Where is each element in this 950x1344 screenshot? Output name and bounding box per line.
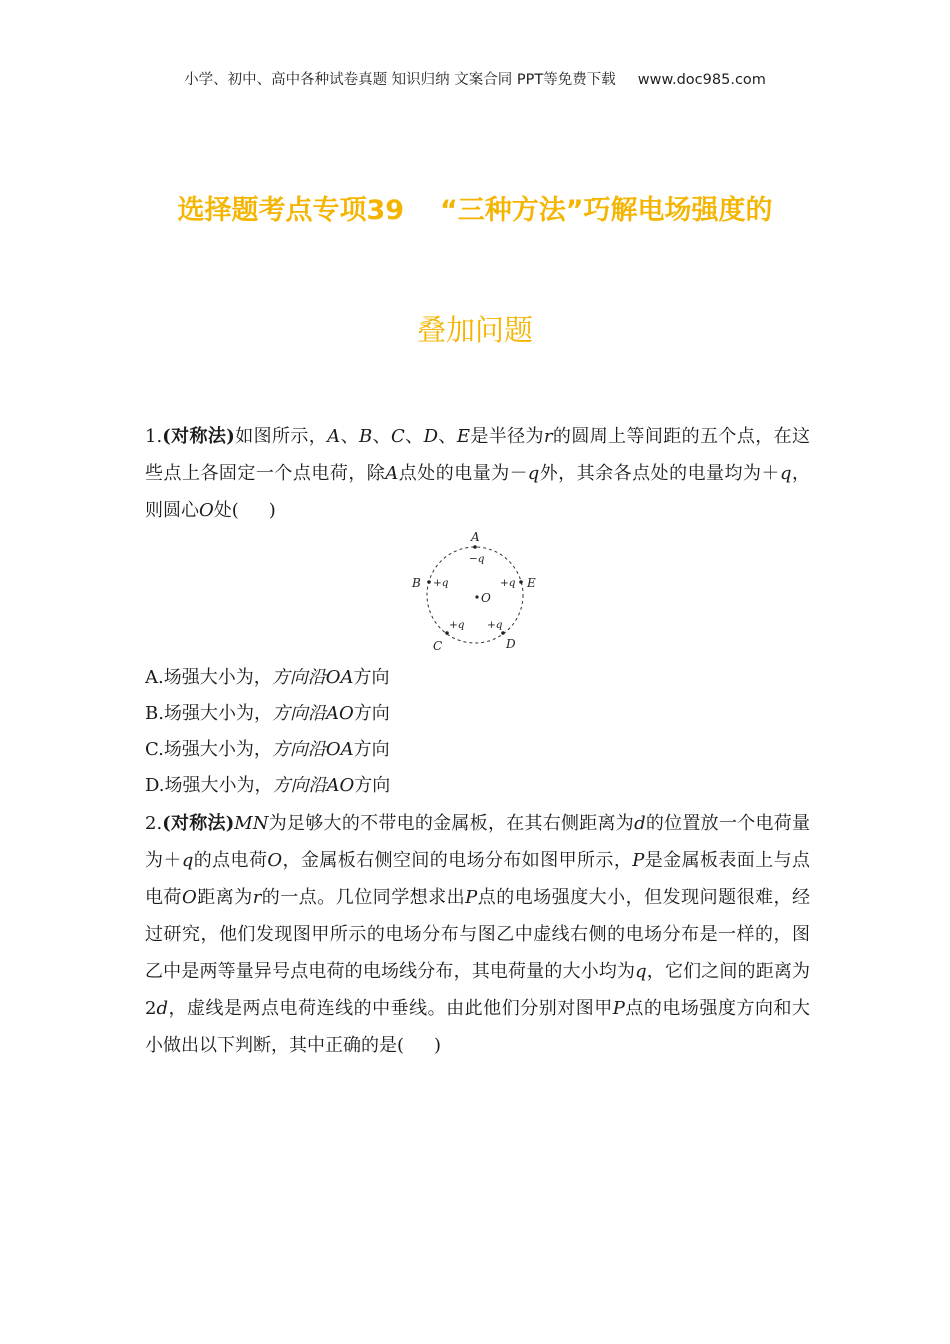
option-letter: D. (145, 775, 165, 796)
option-vector: OA (325, 739, 354, 760)
label-a: A (471, 530, 480, 544)
q1-var: A (385, 463, 399, 484)
q2-text: 的位置放一个电荷量为＋ (145, 813, 811, 871)
q1-var: E (456, 426, 470, 447)
option-end: 方向 (353, 703, 390, 724)
q2-var: r (252, 887, 262, 908)
q2-var: q (635, 961, 647, 982)
point-c-dot (445, 631, 449, 635)
option-b[interactable] (145, 696, 390, 732)
q1-var: q (527, 463, 540, 484)
q2-var: O (267, 850, 283, 871)
option-end: 方向 (354, 775, 391, 796)
q2-text: ) (434, 1035, 442, 1056)
point-d-dot (501, 631, 505, 635)
circle-diagram (405, 525, 555, 655)
option-vector: AO (326, 775, 355, 796)
label-b: B (412, 576, 421, 590)
option-vector: OA (325, 667, 354, 688)
charge-b: +q (433, 577, 449, 589)
label-o: O (481, 591, 491, 605)
option-end: 方向 (353, 739, 390, 760)
option-text: 场强大小为， (163, 703, 272, 724)
q1-text: 是半径为 (469, 426, 544, 447)
option-text: 场强大小为， (163, 667, 272, 688)
option-direction: 方向沿 (272, 775, 327, 796)
q2-text: ，虚线是两点电荷连线的中垂线。由此他们分别对图甲 (167, 998, 613, 1019)
point-a-dot (473, 545, 477, 549)
charge-d: +q (487, 619, 503, 631)
page-header (0, 68, 950, 89)
q2-var: MN (234, 813, 269, 834)
q1-var: A (327, 426, 341, 447)
q2-text: 的一点。几位同学想求出 (261, 887, 466, 908)
q1-text: ) (268, 500, 276, 521)
page-title-line1 (0, 188, 950, 227)
label-d: D (506, 637, 516, 651)
q2-var: P (465, 887, 478, 908)
option-direction: 方向沿 (271, 667, 326, 688)
header-text: 小学、初中、高中各种试卷真题 知识归纳 文案合同 PPT等免费下载 (184, 72, 616, 88)
q1-sep: 、 (438, 426, 457, 447)
question-2 (145, 805, 810, 1064)
q1-var: O (199, 500, 214, 521)
q2-tag: (对称法) (162, 813, 235, 834)
q2-var: q (181, 850, 194, 871)
q2-text: 点的电场强度大小，但发现问题很难，经过研究，他们发现图甲所示的电场分布与图乙中虚线右侧的电场分布是一样的，图乙中是两等量异号点电荷的电场线分布，其电荷量的大小均为 (145, 887, 811, 982)
q2-text: ，它们之间的距离为2 (145, 961, 811, 1019)
charge-e: +q (500, 577, 516, 589)
q2-var: O (181, 887, 197, 908)
q2-text: 的点电荷 (193, 850, 268, 871)
option-letter: A. (145, 667, 164, 688)
q2-var: P (612, 998, 625, 1019)
q1-text: 如图所示， (234, 426, 328, 447)
title-part-b: “三种方法”巧解电场强度的 (440, 195, 773, 226)
option-d[interactable] (145, 768, 390, 804)
label-e: E (527, 576, 536, 590)
q1-options (145, 660, 390, 804)
q1-text: 点处的电量为－ (398, 463, 528, 484)
option-letter: C. (145, 739, 164, 760)
charge-c: +q (449, 619, 465, 631)
label-c: C (433, 639, 443, 653)
q1-var: r (543, 426, 553, 447)
q2-text: 为足够大的不带电的金属板，在其右侧距离为 (268, 813, 635, 834)
q1-text: ，则圆心 (145, 463, 811, 521)
option-text: 场强大小为， (164, 775, 273, 796)
option-a[interactable] (145, 660, 390, 696)
option-vector: AO (325, 703, 354, 724)
q2-var: d (634, 813, 646, 834)
q2-var: P (632, 850, 645, 871)
q2-text: 点的电场强度方向和大小做出以下判断，其中正确的是( (145, 998, 811, 1056)
q1-figure-charges-circle (405, 525, 555, 655)
q1-sep: 、 (404, 426, 424, 447)
q1-var: D (423, 426, 439, 447)
q2-number: 2. (145, 813, 163, 834)
option-end: 方向 (353, 667, 390, 688)
q1-text: 处( (213, 500, 239, 521)
q1-var: q (780, 463, 792, 484)
q1-text: 外，其余各点处的电量均为＋ (539, 463, 780, 484)
q1-sep: 、 (372, 426, 391, 447)
question-1 (145, 418, 810, 529)
q1-var: B (358, 426, 373, 447)
title-part-a: 选择题考点专项39 (177, 195, 405, 226)
q1-number: 1. (145, 426, 163, 447)
header-site: www.doc985.com (637, 72, 766, 88)
q2-text: 距离为 (196, 887, 253, 908)
charge-a: −q (469, 553, 485, 565)
option-direction: 方向沿 (271, 739, 326, 760)
option-direction: 方向沿 (271, 703, 326, 724)
q1-tag: (对称法) (162, 426, 235, 447)
option-text: 场强大小为， (163, 739, 272, 760)
q2-text: 是金属板表面上与点电荷 (145, 850, 811, 908)
point-e-dot (519, 580, 523, 584)
q2-text: ，金属板右侧空间的电场分布如图甲所示， (282, 850, 633, 871)
option-c[interactable] (145, 732, 390, 768)
point-b-dot (427, 580, 431, 584)
q2-var: d (156, 998, 168, 1019)
option-letter: B. (145, 703, 164, 724)
page-title-line2: 叠加问题 (416, 313, 533, 347)
q1-sep: 、 (340, 426, 359, 447)
q1-text: 的圆周上等间距的五个点，在这些点上各固定一个点电荷，除 (145, 426, 811, 484)
center-o-dot (475, 595, 478, 598)
q1-var: C (391, 426, 405, 447)
